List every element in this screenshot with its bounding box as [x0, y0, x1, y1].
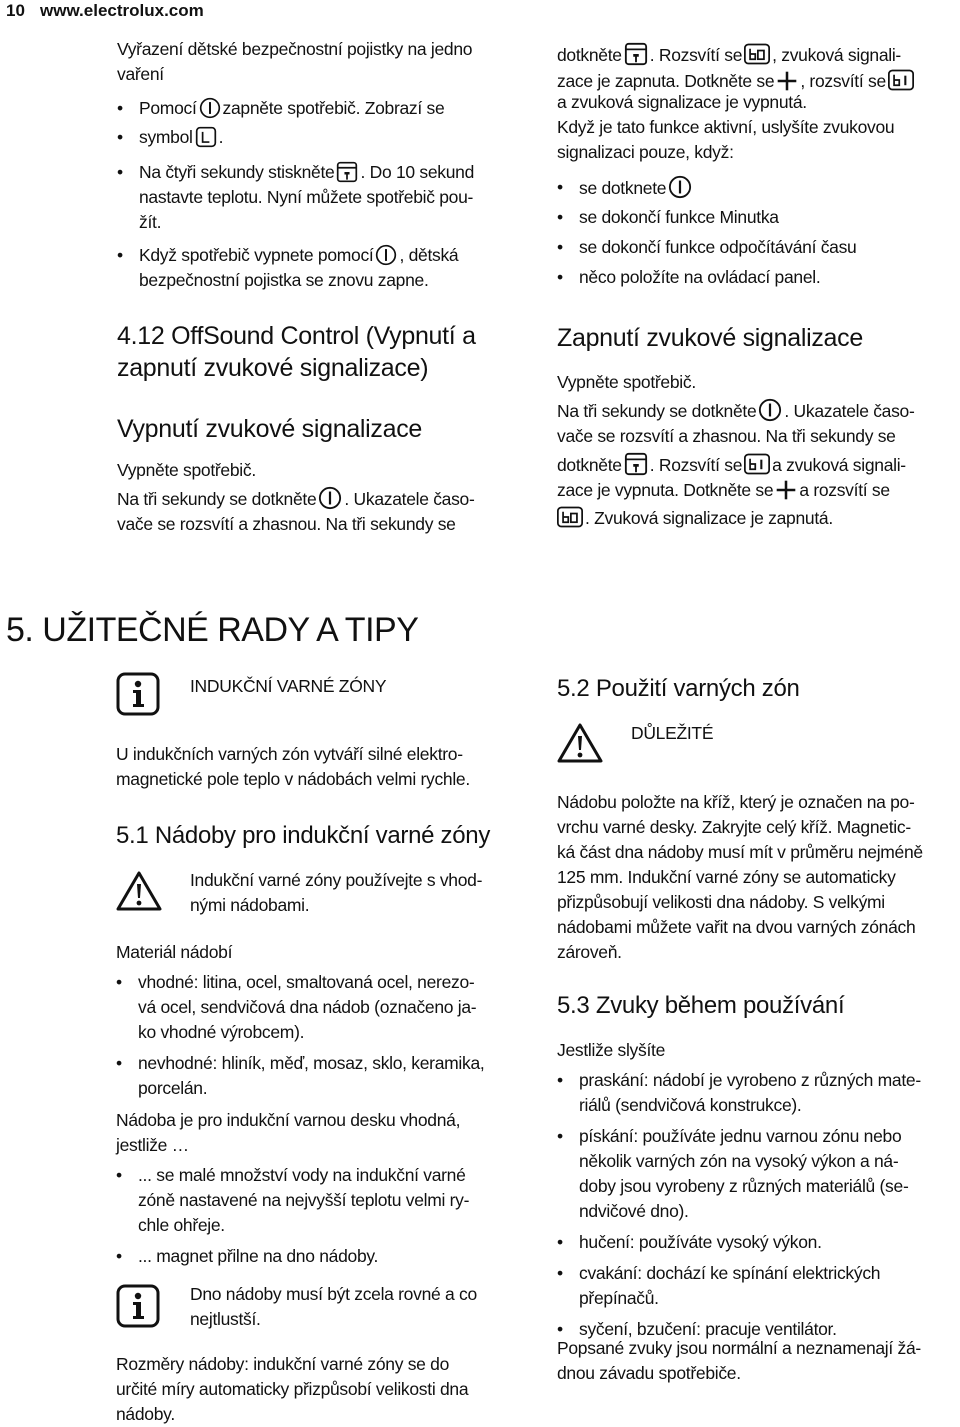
plus-icon — [776, 70, 798, 92]
list-item: • syčení, bzučení: pracuje ventilátor. — [557, 1317, 957, 1342]
noises-footer: Popsané zvuky jsou normální a neznamenají žá- dnou závadu spotřebiče. — [557, 1338, 921, 1383]
list-item-cont: bezpečnostní pojistka se znovu zapne. — [139, 270, 429, 290]
bi-display-icon — [744, 452, 770, 476]
chapter-title: 5. UŽITEČNÉ RADY A TIPY — [6, 611, 419, 649]
child-lock-title: Vyřazení dětské bezpečnostní pojistky na jedno vaření — [117, 39, 473, 84]
section-title-4-12: 4.12 OffSound Control (Vypnutí a zapnutí zvukové signalizace) — [117, 322, 476, 382]
sound-conditions-list — [557, 175, 957, 290]
info-icon — [116, 1284, 160, 1328]
lock-icon — [624, 452, 648, 476]
sound-off-text-cont: dotkněte . Rozsvítí se , zvuková signali- zace je zapnuta. Dotkněte se , rozsvítí se a zvuková signalizace je vypnutá. Když je tato funkce aktivní, uslyšíte zvukovou signalizaci pouze, když: — [557, 42, 957, 165]
pan-base-note: Dno nádoby musí být zcela rovné a co nejtlustší. — [190, 1284, 477, 1329]
list-item: • se dokončí funkce Minutka — [557, 205, 957, 230]
list-item: • ... se malé množství vody na indukční varné — [116, 1163, 536, 1188]
list-item: • ... magnet přilne na dno nádoby. — [116, 1244, 536, 1269]
list-item: • se dokončí funkce odpočítávání času — [557, 235, 957, 260]
pan-dimensions-text: Rozměry nádoby: indukční varné zóny se do určité míry automaticky přizpůsobí velikosti dna nádoby. — [116, 1354, 469, 1424]
sound-on-text: Vypněte spotřebič. Na tři sekundy se dotkněte . Ukazatele časo- vače se rozsvítí a zhasnou. Na tři sekundy se dotkněte . Rozsvítí se a zvuková signali- zace je vypnuta. Dotkněte se a rozsvítí se . Zvuková signalizace je zapnutá. — [557, 372, 915, 528]
cookware-warning: Indukční varné zóny používejte s vhod- nými nádobami. — [190, 870, 483, 915]
power-icon — [668, 175, 692, 199]
page-number: 10 — [6, 1, 25, 20]
list-item: • Pomocí zapněte spotřebič. Zobrazí se — [117, 96, 537, 121]
lock-icon — [624, 42, 648, 66]
list-item-cont: nastavte teplotu. Nyní můžete spotřebič pou- — [139, 187, 474, 207]
bi-display-icon — [888, 68, 914, 92]
info-title: INDUKČNÍ VARNÉ ZÓNY — [190, 676, 387, 696]
bo-display-icon — [557, 505, 583, 529]
list-item: • vhodné: litina, ocel, smaltovaná ocel, nerezo- — [116, 970, 536, 995]
bo-display-icon — [744, 42, 770, 66]
child-lock-L-icon — [195, 126, 217, 148]
cooking-zone-usage-text: Nádobu položte na kříž, který je označen na po- vrchu varné desky. Zakryjte celý kříž. Magnetic- ká část dna nádoby musí mít v průměru nejméně 125 mm. Indukční varné zóny se automaticky přizpůsobují velikosti dna nádoby. S velkými nádobami můžete vařit na dvou varných zónách zároveň. — [557, 792, 923, 962]
section-title-5-2: 5.2 Použití varných zón — [557, 675, 800, 702]
info-icon — [116, 672, 160, 716]
lock-icon — [336, 161, 358, 183]
website-url: www.electrolux.com — [40, 1, 204, 20]
list-item: • hučení: používáte vysoký výkon. — [557, 1230, 957, 1255]
warning-icon — [557, 722, 603, 764]
sound-off-text: Vypněte spotřebič. Na tři sekundy se dotkněte . Ukazatele časo- vače se rozsvítí a zhasnou. Na tři sekundy se — [117, 460, 475, 534]
list-item: • praskání: nádobí je vyrobeno z různých mate- — [557, 1068, 957, 1093]
power-icon — [199, 97, 221, 119]
list-item: • cvakání: dochází ke spínání elektrických — [557, 1261, 957, 1286]
plus-icon — [775, 479, 797, 501]
list-item: • něco položíte na ovládací panel. — [557, 265, 957, 290]
section-title-5-1: 5.1 Nádoby pro indukční varné zóny — [116, 822, 491, 849]
material-title: Materiál nádobí — [116, 942, 233, 962]
list-item: • Když spotřebič vypnete pomocí , dětská — [117, 243, 537, 268]
suitable-title: Nádoba je pro indukční varnou desku vhodná, jestliže … — [116, 1110, 461, 1155]
power-icon — [318, 486, 342, 510]
if-you-hear-title: Jestliže slyšíte — [557, 1040, 666, 1060]
power-icon — [758, 398, 782, 422]
list-item-cont: žít. — [139, 212, 162, 232]
material-list: • vhodné: litina, ocel, smaltovaná ocel, nerezo- vá ocel, sendvičová dna nádob (označeno ja- ko vhodné výrobcem). • nevhodné: hliník, měď, mosaz, sklo, keramika, porcelán. — [116, 970, 536, 1101]
list-item-cont: • symbol . — [117, 125, 537, 150]
important-label: DŮLEŽITÉ — [631, 723, 714, 743]
warning-icon — [116, 870, 162, 912]
subsection-title-sound-on: Zapnutí zvukové signalizace — [557, 324, 863, 352]
power-icon — [375, 244, 397, 266]
suitable-list: • ... se malé množství vody na indukční varné zóně nastavené na nejvyšší teplotu velmi ry- chle ohřeje. • ... magnet přilne na dno nádoby. — [116, 1163, 536, 1269]
child-lock-steps — [117, 96, 537, 293]
noises-list: • praskání: nádobí je vyrobeno z různých mate- riálů (sendvičová konstrukce). • pískání: používáte jednu varnou zónu nebo několik varných zón na vysoký výkon a ná- doby jsou vyrobeny z různých materiálů (se- ndvičové dno). • hučení: používáte vysoký výkon. • cvakání: dochází ke spínání elektrických přepínačů. • syčení, bzučení: pracuje ventilátor. — [557, 1068, 957, 1342]
list-item: • se dotknete — [557, 175, 957, 201]
list-item: • Na čtyři sekundy stiskněte . Do 10 sekund — [117, 160, 537, 185]
section-title-5-3: 5.3 Zvuky během používání — [557, 992, 845, 1019]
induction-intro: U indukčních varných zón vytváří silné elektro- magnetické pole teplo v nádobách velmi rychle. — [116, 744, 470, 789]
list-item: • nevhodné: hliník, měď, mosaz, sklo, keramika, — [116, 1051, 536, 1076]
list-item: • pískání: používáte jednu varnou zónu nebo — [557, 1124, 957, 1149]
subsection-title-sound-off: Vypnutí zvukové signalizace — [117, 415, 423, 443]
